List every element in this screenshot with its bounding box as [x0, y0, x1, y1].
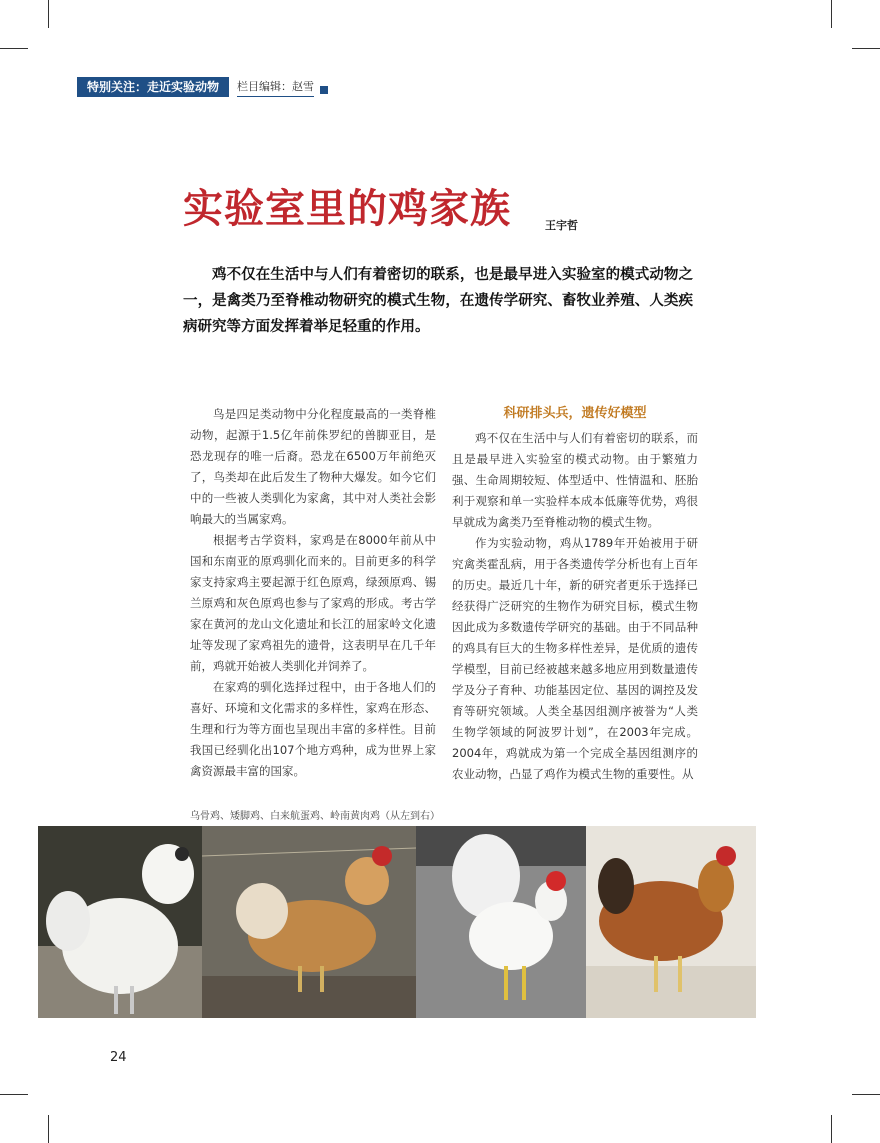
- body-paragraph: 鸟是四足类动物中分化程度最高的一类脊椎动物，起源于1.5亿年前侏罗纪的兽脚亚目，是恐龙现存的唯一后裔。恐龙在6500万年前绝灭了，鸟类却在此后发生了物种大爆发。如今它们中的一些被人类驯化为家禽，其中对人类社会影响最大的当属家鸡。: [190, 407, 436, 526]
- body-paragraph: 作为实验动物，鸡从1789年开始被用于研究禽类霍乱病，用于各类遗传学分析也有上百年的历史。最近几十年，新的研究者更乐于选择已经获得广泛研究的生物作为研究目标，模式生物因此成为多数遗传学研究的基础。由于不同品种的鸡具有巨大的生物多样性差异，是优质的遗传学模型，目前已经被越来越多地应用到数量遗传学及分子育种、功能基因定位、基因的调控及发育等研究领域。人类全基因组测序被誉为“人类生物学领域的阿波罗计划”，在2003年完成。2004年，鸡就成为第一个完成全基因组测序的农业动物，凸显了鸡作为模式生物的重要性。从: [452, 536, 698, 781]
- crop-mark: [0, 1094, 28, 1095]
- crop-mark: [831, 1115, 832, 1143]
- crop-mark: [48, 0, 49, 28]
- lead-paragraph: 鸡不仅在生活中与人们有着密切的联系，也是最早进入实验室的模式动物之一，是禽类乃至脊椎动物研究的模式生物，在遗传学研究、畜牧业养殖、人类疾病研究等方面发挥着举足轻重的作用。: [183, 267, 693, 335]
- body-paragraph: 鸡不仅在生活中与人们有着密切的联系，而且是最早进入实验室的模式动物。由于繁殖力强、生命周期较短、体型适中、性情温和、胚胎利于观察和单一实验样本成本低廉等优势，鸡很早就成为禽类乃至脊椎动物的模式生物。: [452, 431, 698, 529]
- lingnan-yellow-chicken-photo: [586, 826, 756, 1018]
- white-leghorn-photo: [416, 826, 586, 1018]
- bantam-chicken-photo: [202, 826, 416, 1018]
- article-title: 实验室里的鸡家族: [183, 186, 511, 232]
- section-marker-icon: [320, 86, 328, 94]
- photo-caption: 乌骨鸡、矮脚鸡、白来航蛋鸡、岭南黄肉鸡（从左到右）: [190, 811, 440, 822]
- crop-mark: [0, 48, 28, 49]
- subheading: 科研排头兵，遗传好模型: [503, 406, 647, 421]
- right-column: [452, 404, 698, 785]
- article-author: 王宇哲: [545, 219, 578, 232]
- article-lead: [183, 262, 693, 340]
- section-label: 特别关注：走近实验动物: [77, 77, 229, 97]
- crop-mark: [48, 1115, 49, 1143]
- crop-mark: [852, 1094, 880, 1095]
- silkie-chicken-photo: [38, 826, 202, 1018]
- column-editor: 栏目编辑：赵雪: [237, 78, 314, 97]
- crop-mark: [831, 0, 832, 28]
- left-column: [190, 404, 436, 782]
- body-paragraph: 在家鸡的驯化选择过程中，由于各地人们的喜好、环境和文化需求的多样性，家鸡在形态、生理和行为等方面也呈现出丰富的多样性。目前我国已经驯化出107个地方鸡种，成为世界上家禽资源最丰富的国家。: [190, 680, 436, 778]
- body-paragraph: 根据考古学资料，家鸡是在8000年前从中国和东南亚的原鸡驯化而来的。目前更多的科学家支持家鸡主要起源于红色原鸡，绿颈原鸡、锡兰原鸡和灰色原鸡也参与了家鸡的形成。考古学家在黄河的龙山文化遗址和长江的屈家岭文化遗址等发现了家鸡祖先的遗骨，这表明早在几千年前，鸡就开始被人类驯化并饲养了。: [190, 533, 436, 673]
- section-header: [77, 77, 328, 97]
- page-number: 24: [110, 1050, 127, 1065]
- crop-mark: [852, 48, 880, 49]
- photo-strip: [38, 826, 756, 1018]
